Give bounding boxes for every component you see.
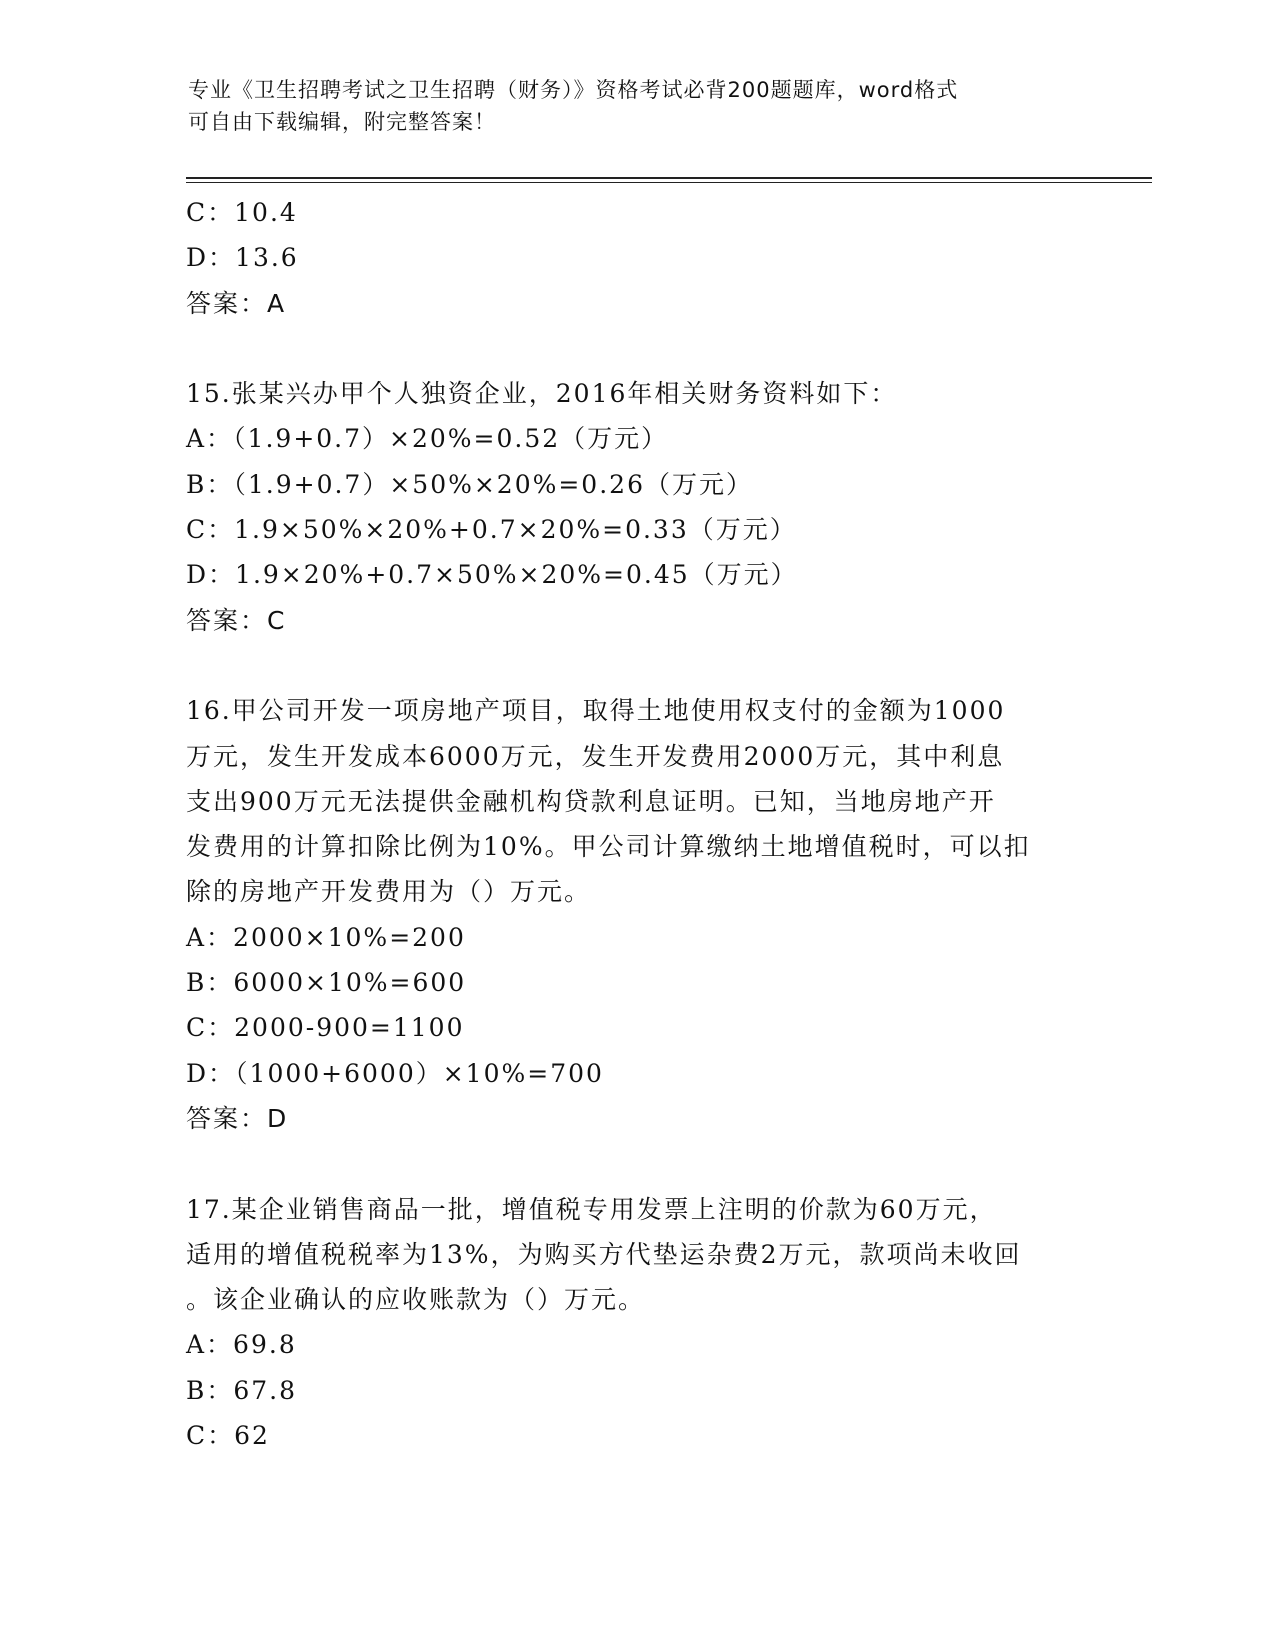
question-stem: 15.张某兴办甲个人独资企业，2016年相关财务资料如下： xyxy=(186,379,898,409)
option-a: A：2000×10%=200 xyxy=(186,922,466,952)
question-stem-line: 支出900万元无法提供金融机构贷款利息证明。已知，当地房地产开 xyxy=(186,786,996,816)
question-15 xyxy=(186,371,1086,643)
question-16 xyxy=(186,688,1086,1141)
header-title-line1: 专业《卫生招聘考试之卫生招聘（财务）》资格考试必背200题题库，word格式 xyxy=(188,78,959,102)
spacer xyxy=(186,326,1086,371)
spacer xyxy=(186,1141,1086,1186)
spacer xyxy=(186,643,1086,688)
option-b: B：67.8 xyxy=(186,1375,298,1405)
option-c: C：62 xyxy=(186,1421,270,1451)
header-divider-thin xyxy=(186,182,1152,183)
header-title-line2: 可自由下载编辑，附完整答案！ xyxy=(188,110,496,134)
question-stem-line: 。该企业确认的应收账款为（）万元。 xyxy=(186,1285,646,1315)
question-list xyxy=(186,190,1086,1458)
option-a: A：69.8 xyxy=(186,1330,297,1360)
option-c: C：2000-900=1100 xyxy=(186,1013,465,1043)
question-stem-line: 适用的增值税税率为13%，为购买方代垫运杂费2万元，款项尚未收回 xyxy=(186,1239,1022,1269)
question-14-tail xyxy=(186,190,1086,326)
header-divider-thick xyxy=(186,177,1152,179)
option-d: D：1.9×20%+0.7×50%×20%=0.45（万元） xyxy=(186,560,798,590)
option-b: B：6000×10%=600 xyxy=(186,968,467,998)
option-b: B：（1.9+0.7）×50%×20%=0.26（万元） xyxy=(186,469,753,499)
question-stem-line: 除的房地产开发费用为（）万元。 xyxy=(186,877,592,907)
option-d: D：（1000+6000）×10%=700 xyxy=(186,1058,604,1088)
question-stem-line: 16.甲公司开发一项房地产项目，取得土地使用权支付的金额为1000 xyxy=(186,696,1006,726)
question-stem-line: 17.某企业销售商品一批，增值税专用发票上注明的价款为60万元， xyxy=(186,1194,997,1224)
document-header xyxy=(188,74,1088,138)
question-stem-line: 万元，发生开发成本6000万元，发生开发费用2000万元，其中利息 xyxy=(186,741,1005,771)
answer-line: 答案：A xyxy=(186,288,287,318)
answer-line: 答案：D xyxy=(186,1103,289,1133)
question-stem-line: 发费用的计算扣除比例为10%。甲公司计算缴纳土地增值税时，可以扣 xyxy=(186,832,1031,862)
option-c: C：1.9×50%×20%+0.7×20%=0.33（万元） xyxy=(186,515,797,545)
option-c: C：10.4 xyxy=(186,198,298,227)
question-17 xyxy=(186,1187,1086,1459)
answer-line: 答案：C xyxy=(186,605,287,635)
option-d: D：13.6 xyxy=(186,243,299,273)
option-a: A：（1.9+0.7）×20%=0.52（万元） xyxy=(186,424,669,454)
